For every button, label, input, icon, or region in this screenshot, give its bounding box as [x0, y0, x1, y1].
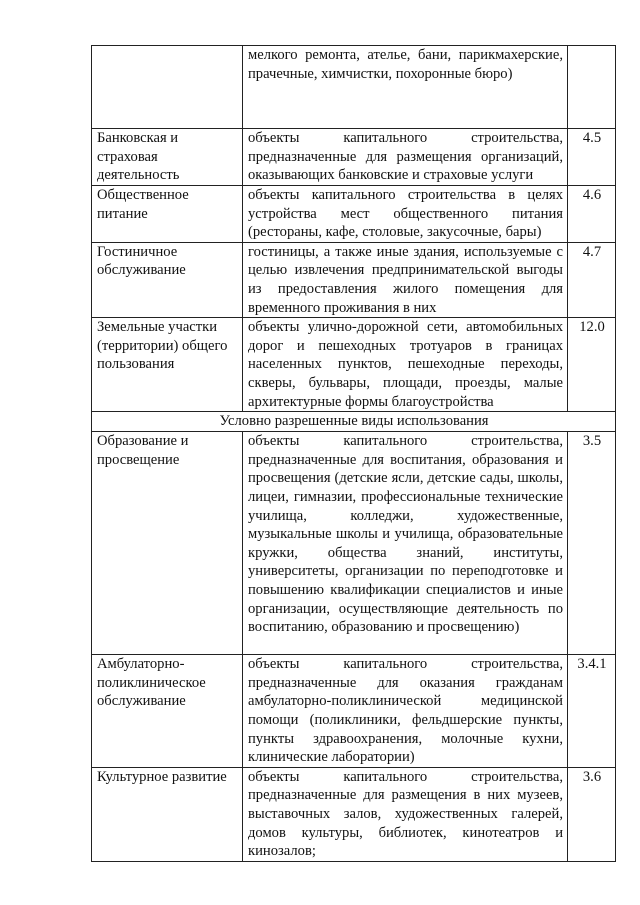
table-row — [92, 242, 616, 317]
section-header-row — [92, 412, 616, 432]
section-title: Условно разрешенные виды использования — [92, 412, 616, 432]
use-name-cell: Культурное развитие — [92, 767, 243, 861]
use-description-cell: объекты капитального строительства, предназначенные для размещения организаций, оказывающих банковские и страховые услуги — [243, 129, 568, 186]
use-code-cell: 12.0 — [568, 318, 616, 412]
table-row — [92, 432, 616, 655]
table-row — [92, 46, 616, 129]
use-name-cell: Земельные участки (территории) общего пользования — [92, 318, 243, 412]
use-code-cell: 3.5 — [568, 432, 616, 655]
use-description-cell: объекты капитального строительства, предназначенные для оказания гражданам амбулаторно-поликлинической медицинской помощи (поликлиники, фельдшерские пункты, пункты здравоохранения, молочные кухни, клинические лаборатории) — [243, 655, 568, 768]
use-name-cell — [92, 46, 243, 129]
table-row — [92, 129, 616, 186]
land-use-table — [91, 45, 616, 862]
table-row — [92, 655, 616, 768]
use-name-cell: Гостиничное обслуживание — [92, 242, 243, 317]
table-row — [92, 767, 616, 861]
use-description-cell: объекты улично-дорожной сети, автомобильных дорог и пешеходных тротуаров в границах населенных пунктов, пешеходные переходы, скверы, бульвары, площади, проезды, малые архитектурные формы благоустройства — [243, 318, 568, 412]
use-name-cell: Образование и просвещение — [92, 432, 243, 655]
use-description-cell: мелкого ремонта, ателье, бани, парикмахерские, прачечные, химчистки, похоронные бюро) — [243, 46, 568, 129]
use-description-cell: гостиницы, а также иные здания, используемые с целью извлечения предпринимательской выгоды из предоставления жилого помещения для временного проживания в них — [243, 242, 568, 317]
use-code-cell: 4.6 — [568, 186, 616, 243]
use-code-cell: 3.4.1 — [568, 655, 616, 768]
use-description-cell: объекты капитального строительства в целях устройства мест общественного питания (рестораны, кафе, столовые, закусочные, бары) — [243, 186, 568, 243]
use-code-cell: 4.7 — [568, 242, 616, 317]
use-description-cell: объекты капитального строительства, предназначенные для воспитания, образования и просвещения (детские ясли, детские сады, школы, лицеи, гимназии, профессиональные технические училища, колледжи, художественные, музыкальные школы и училища, образовательные кружки, общества знаний, институты, университеты, организации по переподготовке и повышению квалификации специалистов и иные организации, осуществляющие деятельность по воспитанию, образованию и просвещению) — [243, 432, 568, 655]
table-row — [92, 186, 616, 243]
use-name-cell: Амбулаторно-поликлиническое обслуживание — [92, 655, 243, 768]
use-name-cell: Банковская и страховая деятельность — [92, 129, 243, 186]
use-description-cell: объекты капитального строительства, предназначенные для размещения в них музеев, выставочных залов, художественных галерей, домов культуры, библиотек, кинотеатров и кинозалов; — [243, 767, 568, 861]
use-code-cell: 3.6 — [568, 767, 616, 861]
use-code-cell: 4.5 — [568, 129, 616, 186]
use-name-cell: Общественное питание — [92, 186, 243, 243]
table-row — [92, 318, 616, 412]
use-code-cell — [568, 46, 616, 129]
